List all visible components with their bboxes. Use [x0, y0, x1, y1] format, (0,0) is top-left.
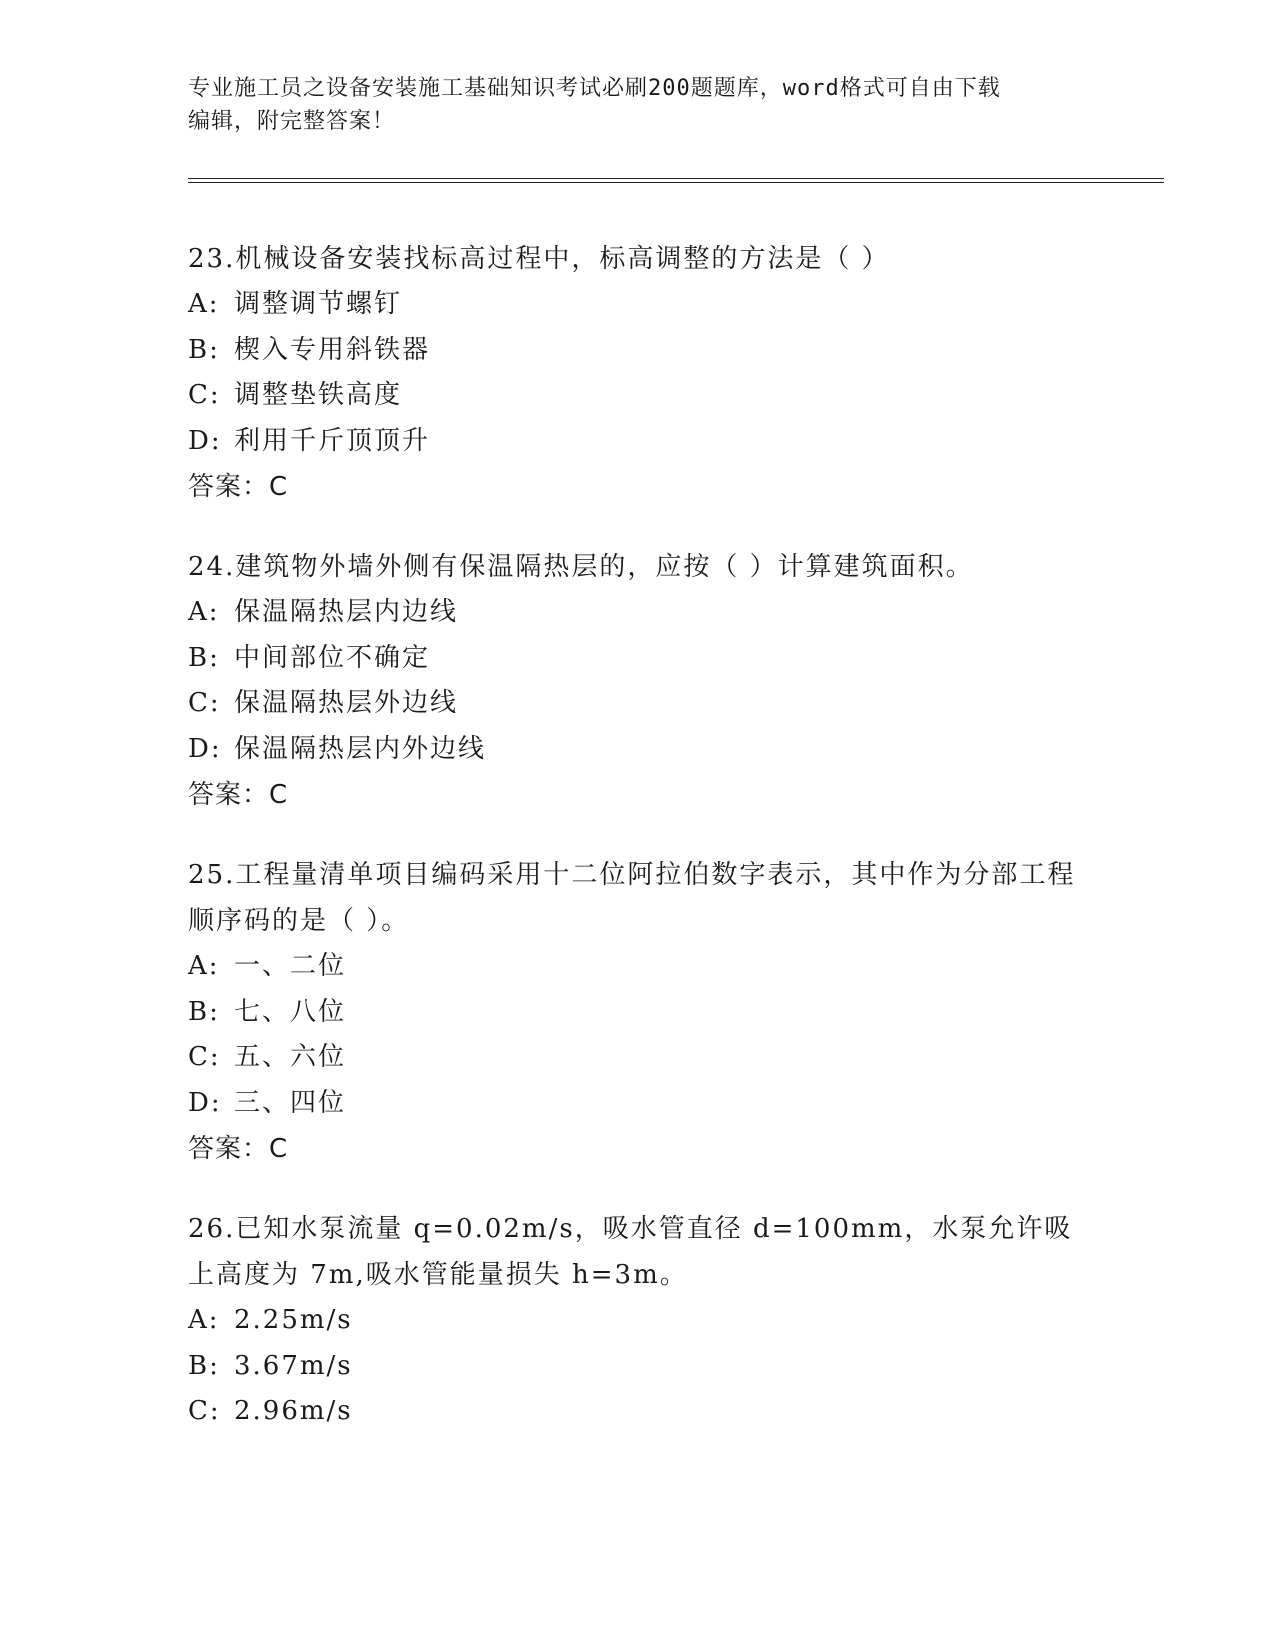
question-26: [188, 1206, 1088, 1435]
option-letter: C:: [188, 688, 221, 718]
question-list: [188, 236, 1088, 1469]
question-stem: 26.已知水泵流量 q=0.02m/s，吸水管直径 d=100mm，水泵允许吸上高度为 7m,吸水管能量损失 h=3m。: [188, 1214, 1073, 1290]
option-letter: C:: [188, 1042, 221, 1072]
option-a: [188, 1298, 1088, 1344]
option-text: 保温隔热层内边线: [234, 597, 459, 627]
question-stem: 25.工程量清单项目编码采用十二位阿拉伯数字表示，其中作为分部工程顺序码的是（ ）。: [188, 860, 1076, 936]
header-line-1: 专业施工员之设备安装施工基础知识考试必刷200题题库，word格式可自由下载: [188, 76, 1001, 101]
option-letter: B:: [188, 1350, 220, 1381]
option-d: [188, 419, 1088, 465]
option-text: 七、八位: [234, 996, 347, 1027]
option-letter: B:: [188, 996, 220, 1027]
question-23: [188, 236, 1088, 510]
document-header: [188, 72, 1088, 138]
option-text: 三、四位: [234, 1087, 347, 1118]
option-a: [188, 590, 1088, 636]
option-text: 五、六位: [234, 1042, 347, 1072]
option-a: [188, 944, 1088, 990]
option-c: [188, 1035, 1088, 1081]
header-line-2: 编辑，附完整答案！: [188, 109, 396, 134]
option-text: 保温隔热层外边线: [234, 688, 459, 718]
option-b: [188, 328, 1088, 374]
option-text: 3.67m/s: [234, 1350, 353, 1381]
question-stem: 24.建筑物外墙外侧有保温隔热层的，应按（ ）计算建筑面积。: [188, 552, 974, 582]
option-letter: D:: [188, 733, 222, 764]
option-b: [188, 1344, 1088, 1390]
answer-line: 答案：C: [188, 780, 289, 810]
option-text: 调整垫铁高度: [234, 380, 403, 410]
option-letter: A:: [188, 951, 220, 981]
option-letter: C:: [188, 1396, 221, 1426]
option-d: [188, 1081, 1088, 1127]
option-text: 2.25m/s: [234, 1305, 353, 1335]
option-c: [188, 373, 1088, 419]
option-letter: B:: [188, 642, 220, 673]
option-b: [188, 636, 1088, 682]
option-text: 楔入专用斜铁器: [234, 334, 431, 365]
option-letter: D:: [188, 1087, 222, 1118]
answer-line: 答案：C: [188, 1134, 289, 1164]
option-text: 中间部位不确定: [234, 642, 431, 673]
question-25: [188, 852, 1088, 1172]
answer-line: 答案：C: [188, 472, 289, 502]
option-d: [188, 727, 1088, 773]
option-a: [188, 282, 1088, 328]
option-letter: C:: [188, 380, 221, 410]
option-text: 调整调节螺钉: [234, 289, 403, 319]
question-24: [188, 544, 1088, 818]
question-stem: 23.机械设备安装找标高过程中，标高调整的方法是（ ）: [188, 244, 890, 274]
header-divider: [188, 178, 1164, 183]
option-c: [188, 1389, 1088, 1435]
option-letter: B:: [188, 334, 220, 365]
option-text: 2.96m/s: [234, 1396, 353, 1426]
option-letter: A:: [188, 597, 220, 627]
option-c: [188, 681, 1088, 727]
option-letter: A:: [188, 289, 220, 319]
option-text: 保温隔热层内外边线: [234, 733, 487, 764]
option-text: 利用千斤顶顶升: [234, 425, 431, 456]
option-text: 一、二位: [234, 951, 347, 981]
option-letter: A:: [188, 1305, 220, 1335]
option-letter: D:: [188, 425, 222, 456]
option-b: [188, 990, 1088, 1036]
